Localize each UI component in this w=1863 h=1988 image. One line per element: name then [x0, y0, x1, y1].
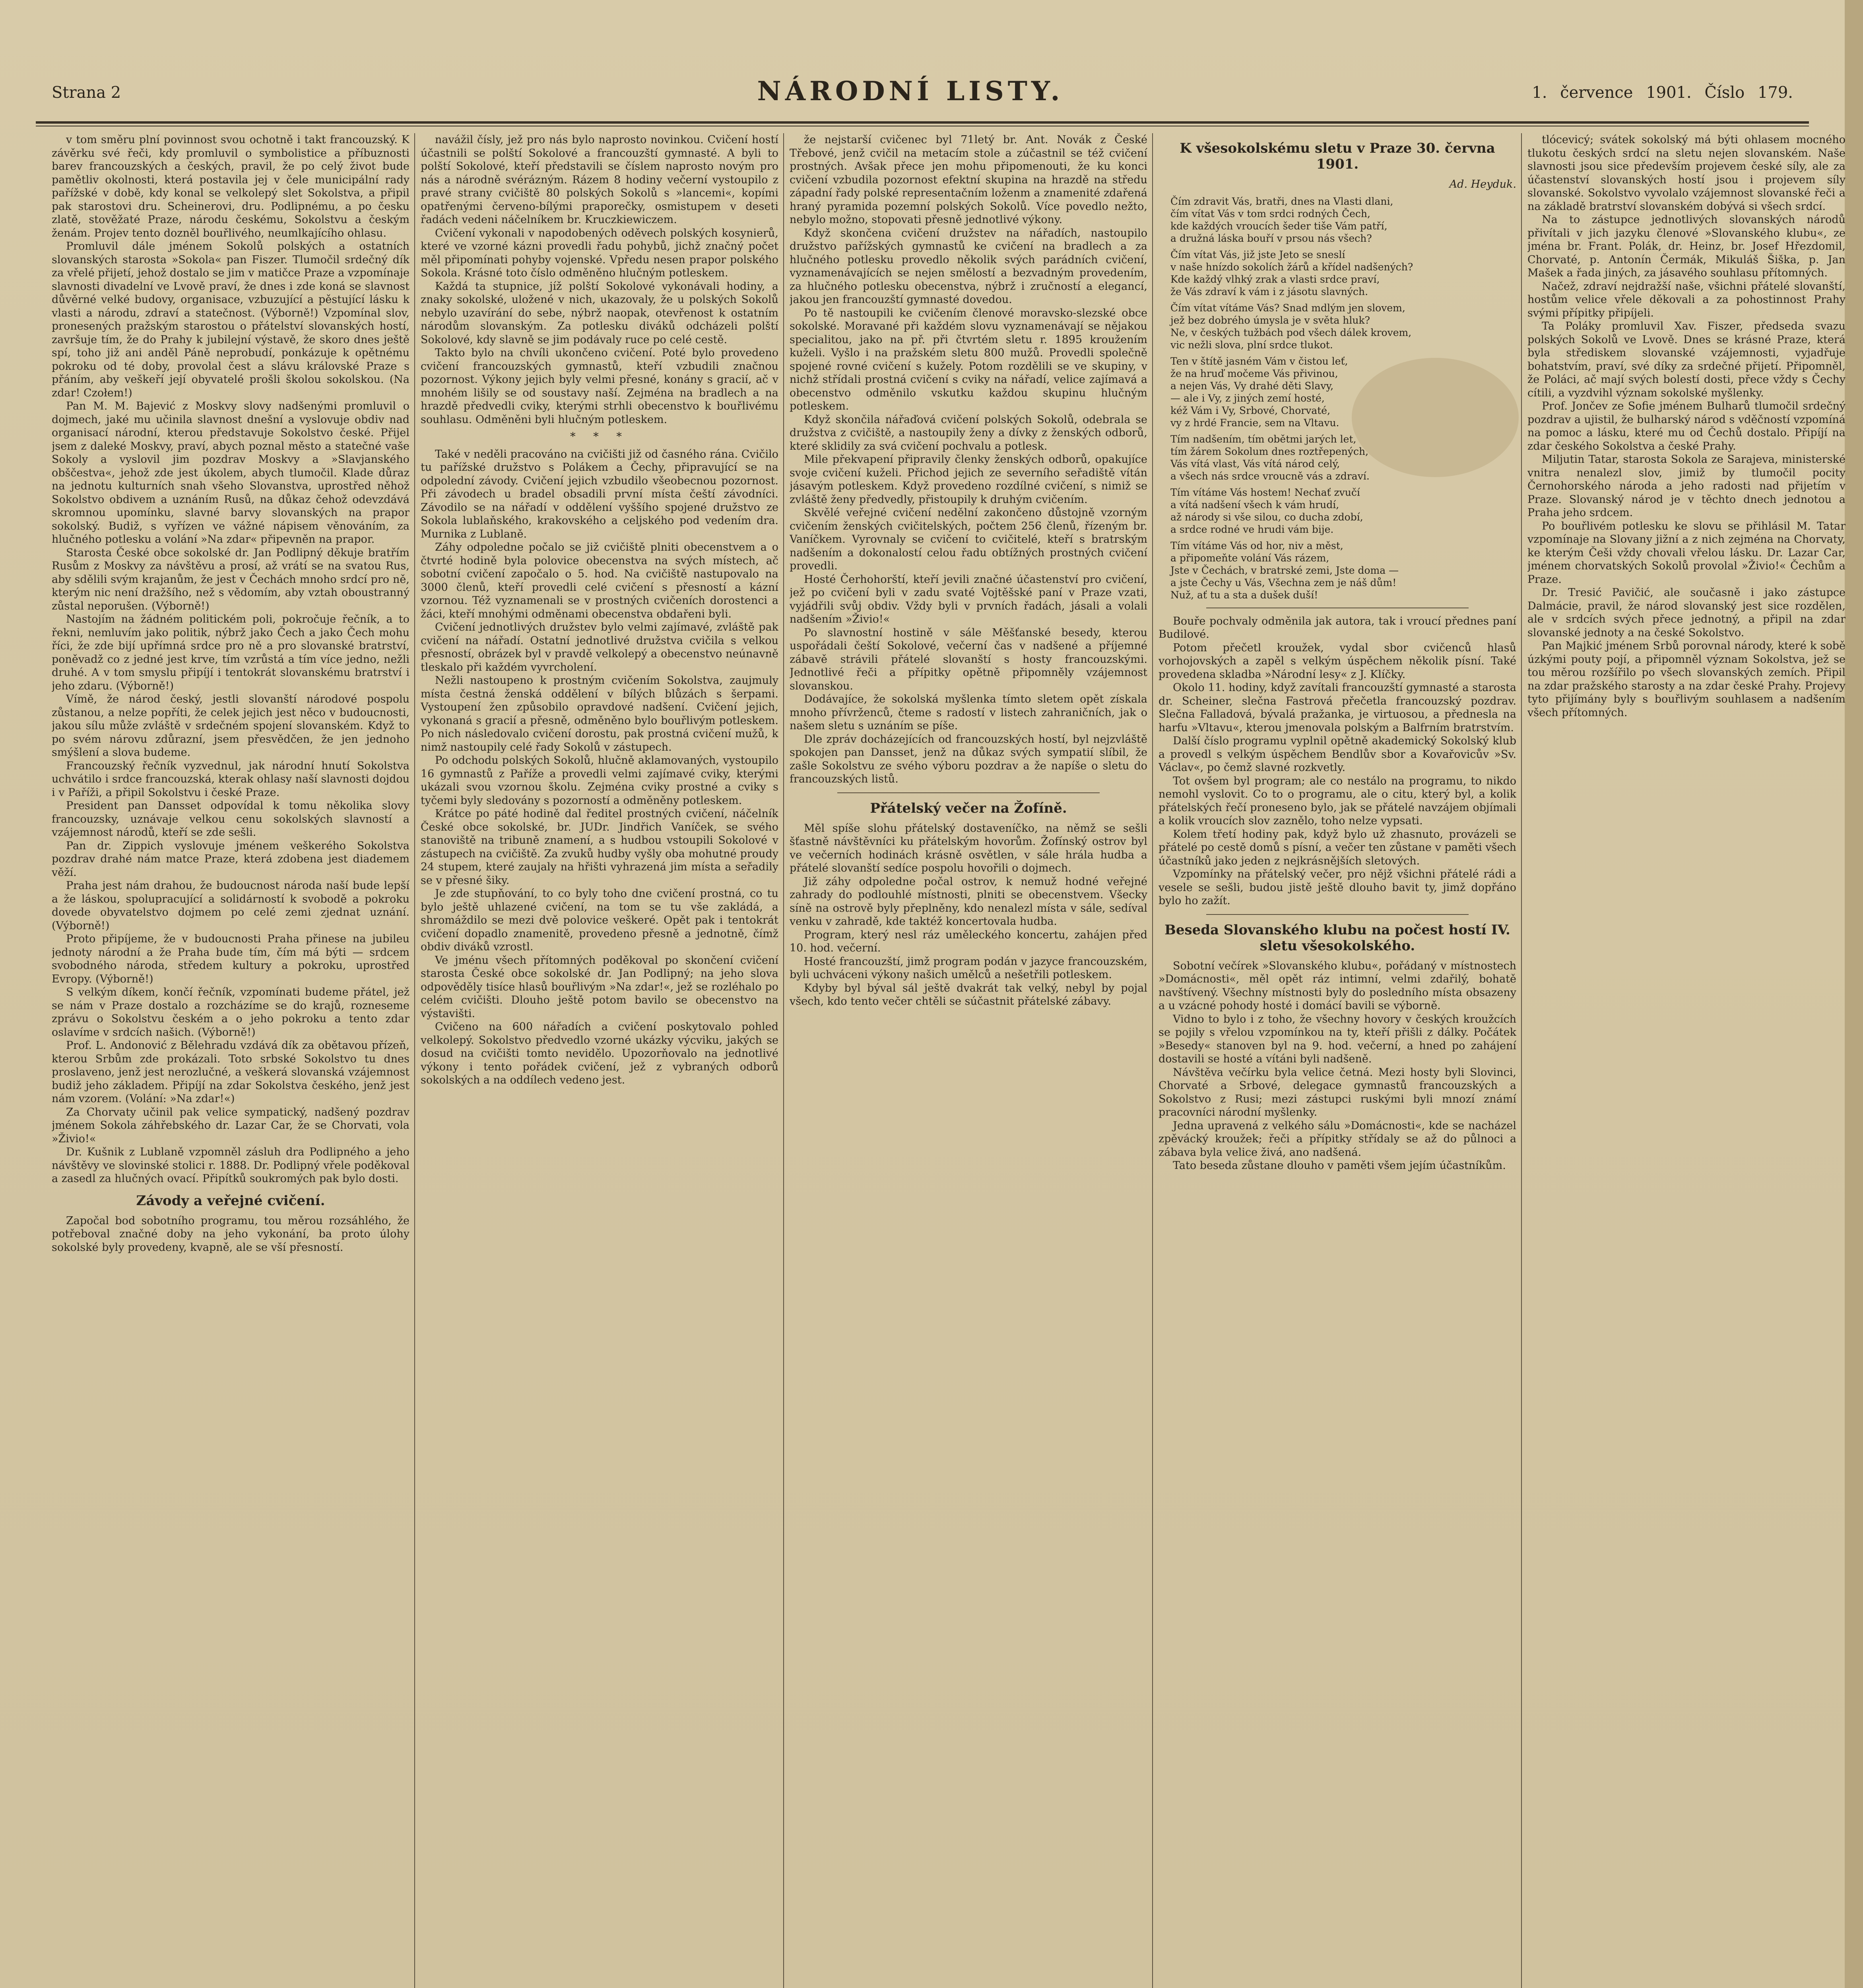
article-paragraph: S velkým díkem, končí řečník, vzpomínati budeme přátel, jež se nám v Praze dostalo a rozcházíme se do krajů, rozneseme zprávu o Sokolstvu českém a o jeho pokroku a tento zdar oslavíme v srdcích našich. (Výborně!): [52, 986, 409, 1039]
article-paragraph: Krátce po páté hodině dal ředitel prostných cvičení, náčelník České obce sokolské, br. JUDr. Jindřich Vaníček, se svého stanoviště na tribuně znamení, a s hudbou vstoupili Sokolové v zástupech na cvičiště. Za zvuků hudby vyšly oba mohutné proudy 24 stupem, které zaujaly na hřišti vyhrazená jim místa a seřadily se v přesné šiky.: [421, 808, 778, 887]
article-paragraph: Vidno to bylo i z toho, že všechny hovory v českých kroužcích se pojily s vřelou vzpomínkou na ty, kteří přišli z dálky. Počátek »Besedy« stanoven byl na 9. hod. večerní, a hned po zahájení dostavili se hosté a vítáni byli nadšeně.: [1159, 1013, 1516, 1065]
column-rule: [1521, 133, 1522, 1988]
section-stars: * * *: [570, 431, 629, 443]
article-paragraph: Pan Majkić jménem Srbů porovnal národy, které k sobě úzkými pouty pojí, a připomněl význam Sokolstva, jež se tou měrou rozšířilo po všech slovanských zemích. Připil na zdar pražského starosty a na zdar české Prahy. Projevy tyto přijímány byly s bouřlivým souhlasem a nadšením všech přítomných.: [1527, 640, 1846, 719]
article-paragraph: Vímě, že národ český, jestli slovanští národové pospolu zůstanou, a nelze popříti, že celek jejich jest něco v budoucnosti, jakou sílu může zvláště v srdečném spojení slovanském. Když to po svém nárovu zdůrazní, jsem přesvědčen, že jen jednoho smýšlení a slova budeme.: [52, 693, 409, 759]
poem-stanza: Tím vítáme Vás hostem! Nechať zvučí a vítá nadšení všech k vám hrudí, až národy si vše silou, co ducha zdobí, a srdce rodné ve hrudi vám bije.: [1170, 486, 1363, 535]
article-paragraph: Ta Poláky promluvil Xav. Fiszer, předseda svazu polských Sokolů ve Lvově. Dnes se krásné Praze, která byla střediskem slovanské vzájemnosti, vyjadřuje bohatstvím, praví, své díky za srdečné přijetí. Připomněl, že Poláci, ač mají svých bolestí dosti, přece vždy s Čechy cítili, a vyzdvihl význam sokolské myšlenky.: [1527, 320, 1846, 399]
article-paragraph: Je zde stupňování, to co byly toho dne cvičení prostná, co tu bylo ještě uhlazené cvičení, na tom se tu vše zakládá, a shromáždilo se mezi dvě polovice veškeré. Opět pak i tentokrát cvičení dopadlo znamenitě, provedeno přesně a jednotně, čímž obdiv diváků vzrostl.: [421, 887, 778, 953]
article-paragraph: Promluvil dále jménem Sokolů polských a ostatních slovanských starosta »Sokola« pan Fiszer. Tlumočil srdečný dík za vřelé přijetí, jehož dostalo se jim v matičce Praze a vzpomínaje slavnosti divadelní ve Lvově praví, že dnes i zde koná se slavnost důvěrné velké budovy, organisace, vzbuzující a pěstující lásku k vlasti a národu, zdraví a statečnost. (Výborně!) Vzpomínal slov, pronesených pražským starostou o přátelství slovanských hostí, završuje tím, že do Prahy k jubilejní výstavě, že skoro dnes ještě spí, toho již ani anděl Páně neprobudí, ponkázuje k opětnému pokroku od té doby, provolal čest a slávu královské Praze s přáním, aby veškeří její obyvatelé prošli školou sokolskou. (Na zdar! Czołem!): [52, 240, 409, 399]
article-paragraph: Již záhy odpoledne počal ostrov, k nemuž hodné veřejné zahrady do podlouhlé místnosti, plniti se obecenstvem. Všecky síně na ostrově byly přeplněny, kdo nenalezl místa v sále, sedíval venku v zahradě, kde taktéž koncertovala hudba.: [790, 875, 1147, 928]
article-separator: [1206, 914, 1469, 915]
article-paragraph: Skvělé veřejné cvičení nedělní zakončeno důstojně vzorným cvičením ženských cvičitelských, počtem 256 členů, řízeným br. Vaníčkem. Vyrovnaly se cvičení to cvičitelé, kteří s bratrským nadšením a dokonalostí celou řadu obtížných prostných cvičení provedli.: [790, 507, 1147, 572]
column-1: [52, 133, 409, 1988]
column-4: [1159, 133, 1516, 1988]
article-paragraph: Po odchodu polských Sokolů, hlučně aklamovaných, vystoupilo 16 gymnastů z Paříže a provedli velmi zajímavé cviky, kterými ukázali svou vzornou školu. Zejména cviky prostné a cviky s tyčemi byly sledovány s pozorností a odměněny potleskem.: [421, 754, 778, 807]
article-paragraph: Když skončila nářaďová cvičení polských Sokolů, odebrala se družstva z cvičiště, a nastoupily ženy a dívky z ženských odborů, které sklidily za svá cvičení pochvalu a potlesk.: [790, 413, 1147, 452]
column-5: [1527, 133, 1846, 1988]
column-1-body: [52, 133, 409, 1186]
article-paragraph: Dodávajíce, že sokolská myšlenka tímto sletem opět získala mnoho přívrženců, čteme s radostí v listech zahraničních, jak o našem sletu s uznáním se píše.: [790, 693, 1147, 732]
column-3: [790, 133, 1147, 1988]
poem-stanzas: [1159, 195, 1516, 601]
article-paragraph: Proto připíjeme, že v budoucnosti Praha přinese na jubileu jednoty národní a že Praha bude tím, čím má býti — srdcem svobodného národa, středem kultury a pokroku, uprostřed Evropy. (Výborně!): [52, 933, 409, 985]
article-paragraph: Další číslo programu vyplnil opětně akademický Sokolský klub a provedl s velkým úspěchem Bendlův sbor a Kovařovicův »Sv. Václav«, po čemž slavné rozkvetly.: [1159, 735, 1516, 774]
article-paragraph: Starosta České obce sokolské dr. Jan Podlipný děkuje bratřím Rusům z Moskvy za návštěvu a prosí, až vrátí se na svatou Rus, aby sdělili svým krajanům, že jest v Čechách mnoho srdcí pro ně, kterým nic není dražšího, než s vědomím, aby vztah oboustranný zůstal neporušen. (Výborně!): [52, 546, 409, 612]
article-paragraph: Měl spíše slohu přátelský dostaveníčko, na němž se sešli šťastně návštěvníci ku přátelským hovorům. Žofínský ostrov byl ve večerních hodinách krásně osvětlen, v sále hrála hudba a přátelé slovanští sedíce pospolu hovořili o dojmech.: [790, 822, 1147, 874]
article-paragraph: navážil čísly, jež pro nás bylo naprosto novinkou. Cvičení hostí účastnili se polští Sokolové a francouzští gymnasté. A byli to polští Sokolové, kteří představili se číslem naprosto novým pro nás a národně svérázným. Rázem 8 hodiny večerní vystoupilo z pravé strany cvičiště 80 polských Sokolů s »lancemi«, kopími opatřenými červeno-bílými praporečky, osmistupem v deseti řadách vedeni náčelníkem br. Kruczkiewiczem.: [421, 134, 778, 226]
column-rule: [1152, 133, 1153, 1988]
poem-stanza: Ten v štítě jasném Vám v čistou leť, že na hruď močeme Vás přivinou, a nejen Vás, Vy drahé děti Slavy, — ale i Vy, z jiných zemí hosté, kéž Vám i Vy, Srbové, Chorvaté, vy z hrdé Francie, sem na Vltavu.: [1170, 355, 1348, 429]
article-paragraph: Dr. Kušnik z Lublaně vzpomněl zásluh dra Podlipného a jeho návštěvy ve slovinské stolici r. 1888. Dr. Podlipný vřele poděkoval a zasedl za hlučných ovací. Připítků soukromých pak bylo dosti.: [52, 1146, 409, 1185]
column-rule: [783, 133, 784, 1988]
article-paragraph: Takto bylo na chvíli ukončeno cvičení. Poté bylo provedeno cvičení francouzských gymnastů, kteří vzbudili značnou pozornost. Výkony jejich byly velmi přesné, konány s gracií, ač v mnohém lišily se od soustavy naší. Zejména na bradlech a na hrazdě předvedli cviky, kterými strhli obecenstvo k bouřlivému souhlasu. Odměněni byli hlučným potleskem.: [421, 347, 778, 426]
masthead: [36, 76, 1809, 119]
article-paragraph: Načež, zdraví nejdražší naše, všichni přátelé slovanští, hostům velice vřele děkovali a za pohostinnost Prahy svými přípitky připíjeli.: [1527, 280, 1846, 319]
article-beseda: [1159, 959, 1516, 1173]
article-paragraph: Dle zpráv docházejících od francouzských hostí, byl nejzvláště spokojen pan Dansset, jenž na důkaz svých sympatií slíbil, že zašle Sokolstvu ze svého výboru pozdrav a že napíše o sletu do francouzských listů.: [790, 733, 1147, 785]
article-paragraph: Francouzský řečník vyzvednul, jak národní hnutí Sokolstva uchvátilo i srdce francouzská, kterak ohlasy naší slavnosti dojdou i v Paříži, a připil Sokolstvu i české Praze.: [52, 759, 409, 799]
article-paragraph: Po bouřlivém potlesku ke slovu se přihlásil M. Tatar vzpomínaje na Slovany jižní a z nich zejména na Chorvaty, ke kterým Češi vždy chovali vřelou lásku. Dr. Lazar Car, jménem chorvatských Sokolů provolal »Živio!« Čechům a Praze.: [1527, 520, 1846, 586]
article-paragraph: Mile překvapení připravily členky ženských odborů, opakujíce svoje cvičení kuželi. Přichod jejich ze severního seřadiště vítán jásavým potleskem. Když provedeno rozdílné cvičení, s nimiž se zvláště ženy předvedly, přistoupily k druhým cvičením.: [790, 453, 1147, 506]
article-paragraph: Pan M. M. Bajević z Moskvy slovy nadšenými promluvil o dojmech, jaké mu učinila slavnost dnešní a vyslovuje obdiv nad organisací národní, kterou představuje Sokolstvo české. Přijel jsem z daleké Moskvy, praví, abych poznal město a statečné vaše Sokoly a vyslovil jim pozdrav Moskvy a »Slavjanského obščestva«, jehož zde jest úkolem, abych tlumočil. Klade důraz na jednotu kulturních snah všeho Slovanstva, uprostřed něhož Sokolstvo obdivem a uznáním Rusů, na důkaz čehož odevzdává skromnou upomínku, slavné barvy slovanských na prapor sokolský. Budiž, s vyřízen ve vážné nápisem věnováním, za hlučného potlesku a volání »Na zdar« připevněn na prapor.: [52, 400, 409, 546]
poem-author: Ad. Heyduk.: [1449, 178, 1516, 190]
article-paragraph: Pan dr. Zippich vyslovuje jménem veškerého Sokolstva pozdrav drahé nám matce Praze, která zdobena jest diademem věží.: [52, 839, 409, 879]
issue-number: Číslo 179.: [1704, 83, 1793, 102]
article-paragraph: Tato beseda zůstane dlouho v paměti všem jejím účastníkům.: [1173, 1159, 1506, 1172]
article-paragraph: Na to zástupce jednotlivých slovanských národů přivítali v jich jazyku členové »Slovanského klubu«, ze jména br. Frant. Polák, dr. Heinz, br. Josef Hřezdomil, Chorvaté, p. Antonín Čermák, Mikuláš Šiška, p. Jan Mašek a řada jiných, za jásavého souhlasu přítomných.: [1527, 214, 1846, 279]
issue-date: 1. července 1901.: [1532, 83, 1692, 102]
article-paragraph: Cvičeno na 600 nářadích a cvičení poskytovalo pohled velkolepý. Sokolstvo předvedlo vzorné ukázky výcviku, jakých se dosud na cvičišti tomto nevidělo. Upozorňovalo na jednotlivé výkony i tento pořádek cvičení, jež z vybraných odborů sokolských a na oddílech vedeno jest.: [421, 1021, 778, 1086]
masthead-rule: [36, 121, 1809, 124]
poem-stanza: Čím vítat Vás, již jste Jeto se sneslí v naše hnízdo sokolích žárů a křídel nadšených? Kde každý vlhký zrak a vlasti srdce praví, že Vás zdraví k vám i z jásotu slavných.: [1170, 248, 1413, 297]
newspaper-title: NÁRODNÍ LISTY.: [757, 76, 1064, 107]
heading-zavody: Závody a veřejné cvičení.: [136, 1192, 325, 1209]
article-paragraph: Prof. Jončev ze Sofie jménem Bulharů tlumočil srdečný pozdrav a ujistil, že bulharský národ s vděčností vzpomíná na pomoc a lásku, které mu od Čechů dostalo. Připíjí na zdar českého Sokolstva a české Prahy.: [1527, 400, 1846, 452]
column-2: [421, 133, 778, 1988]
article-paragraph: Miljutin Tatar, starosta Sokola ze Sarajeva, ministerské vnitra nenalezl slov, jimiž by tlumočil pocity Černohorského národa a jeho radosti nad přijetím v Praze. Slovanský národ je v těchto dnech jednotou a Praha jeho srdcem.: [1527, 453, 1846, 519]
heading-beseda: Beseda Slovanského klubu na počest hostí IV. sletu všesokolského.: [1164, 922, 1510, 954]
article-paragraph: Prof. L. Andonović z Bělehradu vzdává dík za obětavou přízeň, kterou Srbům zde prokázali. Toto srbské Sokolstvo tu dnes proslaveno, jenž jest nerozlučné, a veškerá slovanská vzájemnost budiž jeho základem. Připíjí na zdar Sokolstva českého, jenž jest nám vzorem. (Volání: »Na zdar!«): [52, 1039, 409, 1105]
article-paragraph: Program, který nesl ráz uměleckého koncertu, zahájen před 10. hod. večerní.: [790, 928, 1147, 954]
article-paragraph: Po tě nastoupili ke cvičením členové moravsko-slezské obce sokolské. Moravané při každém slovu vyznamenávají se nějakou specialitou, jako na př. při čtvrtém sletu r. 1895 kroužením kuželi. Vyšlo i na pražském sletu 800 mužů. Provedli společně spojené rovné cvičení s kužely. Potom rozdělili se ve skupiny, v nichž střídali prostná cvičení s cviky na nářadí, velice zajímavá a obecenstvo odměnilo vskutku každou skupinu hlučným potleskem.: [790, 307, 1147, 412]
article-paragraph: Kolem třetí hodiny pak, když bylo už zhasnuto, provázeli se přátelé po cestě domů s písní, a večer ten zůstane v paměti všech účastníků jako jeden z nejkrásnějších sletových.: [1159, 828, 1516, 867]
article-paragraph: Když skončena cvičení družstev na nářadích, nastoupilo družstvo pařížských gymnastů ke cvičení na bradlech a za hlučného potlesku provedlo několik svých parádních cvičení, vyznamenávajících se nejen smělostí a bezvadným provedením, za hlučného potlesku obecenstva, nýbrž i zručností a elegancí, jakou jen francouzští gymnasté dovedou.: [790, 227, 1147, 306]
article-paragraph: Dr. Tresić Pavičić, ale současně i jako zástupce Dalmácie, pravil, že národ slovanský jest sice rozdělen, ale v srdcích svých přece jednotný, a připil na zdar slovanské jednoty a na české Sokolstvo.: [1527, 586, 1846, 639]
article-paragraph: Praha jest nám drahou, že budoucnost národa naší bude lepší a že láskou, spolupracující a solidárností k svobodě a pokroku dovede obyvatelstvo dojmem po celé zemi zjednat uznání. (Výborně!): [52, 879, 409, 932]
poem-stanza: Tím nadšením, tím obětmi jarých let, tím žárem Sokolum dnes roztřepených, Vás vítá vlast, Vás vítá národ celý, a všech nás srdce vroucně vás a zdraví.: [1170, 433, 1370, 482]
article-paragraph: Kdyby byl býval sál ještě dvakrát tak velký, nebyl by pojal všech, kdo tento večer chtěli se súčastnit přátelské zábavy.: [790, 982, 1147, 1008]
column-5-body: [1527, 133, 1846, 719]
article-paragraph: Započal bod sobotního programu, tou měrou rozsáhlého, že potřeboval značné doby na jeho vykonání, ba proto úlohy sokolské byly provedeny, kvapně, ale se vší přesností.: [52, 1214, 409, 1254]
article-paragraph: Jedna upravená z velkého sálu »Domácnosti«, kde se nacházel zpěvácký kroužek; řeči a přípitky střídaly se až do půlnoci a zábava byla velice živá, ano nadšená.: [1159, 1119, 1516, 1159]
poem-stanza: Tím vítáme Vás od hor, niv a měst, a připomeňte volání Vás rázem, Jste v Čechách, v bratrské zemi, Jste doma — a jste Čechy u Vás, Všechna zem je náš dům! Nuž, ať tu a sta a dušek duší!: [1170, 540, 1399, 601]
article-separator: [837, 792, 1100, 793]
article-paragraph: tlócevicý; svátek sokolský má býti ohlasem mocného tlukotu českých srdcí na sletu nejen slovanském. Naše slavnosti jsou sice především projevem české síly, ale za účastenství slovanských hostí jsou i projevem síly slovanské. Sokolstvo vyvolalo vzájemnost slovanské řeči a na základě bratrství slovanském dobývá si všech srdcí.: [1527, 134, 1846, 213]
article-pratelsky-vecer: [790, 822, 1147, 1008]
article-paragraph: že nejstarší cvičenec byl 71letý br. Ant. Novák z České Třebové, jenž cvičil na metacím stole a zúčastnil se též cvičení prostných. Avšak přece jen mohu připomenouti, že ku konci cvičení vzbudila pozornost efektní skupina na hrazdě na středu západní řady polské representačním loženm a znamenité zdařená hraný pyramida pozemní polských Sokolů. Více povedlo nežto, nebylo možno, stopovati přesně jednotlivé výkony.: [790, 134, 1147, 226]
article-paragraph: Nežli nastoupeno k prostným cvičením Sokolstva, zaujmuly místa čestná ženská oddělení v bílých blůzách s šerpami. Vystoupení žen způsobilo opravdové nadšení. Cvičení jejich, vykonaná s gracií a přesně, odměněno bylo bouřlivým potleskem. Po nich následovalo cvičení dorostu, pak prostná cvičení mužů, k nimž nastoupily celé řady Sokolů v zástupech.: [421, 674, 778, 753]
poem-stanza: Čím zdravit Vás, bratři, dnes na Vlasti dlani, čím vítat Vás v tom srdci rodných Čech, kde každých vroucích šeder tiše Vám patří, a družná láska bouří v prsou nás všech?: [1170, 195, 1393, 244]
article-paragraph: Sobotní večírek »Slovanského klubu«, pořádaný v místnostech »Domácnosti«, měl opět ráz intimní, velmi zdařilý, bohatě navštívený. Všechny místnosti byly do posledního místa obsazeny a u vzácné pohody hosté i domácí bavili se výborně.: [1159, 959, 1516, 1012]
poem-title: K všesokolskému sletu v Praze 30. června 1901.: [1180, 140, 1495, 172]
article-paragraph: Vzpomínky na přátelský večer, pro nějž všichni přátelé rádi a vesele se sešli, budou jistě ještě dlouho bavit ty, jimž dopřáno bylo ho zažít.: [1159, 868, 1516, 907]
article-paragraph: v tom směru plní povinnost svou ochotně i takt francouzský. K závěrku své řeči, kdy promluvil o symbolistice a příbuznosti barev francouzských a českých, pravil, že po celý život bude pamětliv okolnosti, která postavila jej v čele municipální rady pařížské v době, kdy konal se velkolepý slet Sokolstva, a připil pak starostovi dru. Scheinerovi, dru. Podlipnému, a po česku zlatě, stověžaté Praze, národu českému, Sokolstvu a českým ženám. Projev tento dozněl bouřlivého, neumlkajícího ohlasu.: [52, 134, 409, 239]
article-paragraph: Okolo 11. hodiny, když zavítali francouzští gymnasté a starosta dr. Scheiner, slečna Fastrová přečetla francouzský pozdrav. Slečna Falladová, bývalá pražanka, je virtuosou, a přednesla na harfu »Vltavu«, kterou jmenovala polským a Balfrním bratrstvím.: [1159, 681, 1516, 734]
article-paragraph: Hosté Čerhohorští, kteří jevili značné účastenství pro cvičení, jež po cvičení byli v zadu svaté Vojtěšské paní v Praze vzati, vyjádřili svůj obdiv. Vždy byli v prvních řadách, jásali a volali nadšením »Živio!«: [790, 573, 1147, 625]
poem-stanza: Čím vítat vítáme Vás? Snad mdlým jen slovem, jež bez dobrého úmysla je v světa hluk? Ne, v českých tužbách pod všech dálek krovem, vic nežli slova, plní srdce tlukot.: [1170, 302, 1412, 351]
article-paragraph: Tot ovšem byl program; ale co nestálo na programu, to nikdo nemohl vyslovit. Co to o programu, ale o citu, který byl, a kolik přátelských řečí proneseno bylo, jak se přátelé navzájem objímali a kolik vroucích slov zaznělo, toho nelze vypsati.: [1159, 775, 1516, 827]
article-paragraph: Za Chorvaty učinil pak velice sympatický, nadšený pozdrav jménem Sokola záhřebského dr. Lazar Car, že se Chorvati, vola »Živio!«: [52, 1106, 409, 1145]
page-edge: [1845, 0, 1863, 1988]
article-paragraph: Cvičení vykonali v napodobených oděvech polských kosynierů, které ve vzorné kázni provedli řadu pohybů, jichž značný počet měl připomínati pohyby vojenské. Vpředu nesen prapor polského Sokola. Krásné toto číslo odměněno hlučným potleskem.: [421, 227, 778, 279]
column-3-body: [790, 133, 1147, 786]
column-2-body-continued: [421, 448, 778, 1087]
article-paragraph: Bouře pochvaly odměnila jak autora, tak i vroucí přednes paní Budilové.: [1159, 615, 1516, 641]
article-paragraph: President pan Dansset odpovídal k tomu několika slovy francouzsky, uznávaje velkou cenu sokolských slavností a vzájemnost národů, kteří se zde sešli.: [52, 800, 409, 839]
column-4-body: [1159, 615, 1516, 908]
column-rule: [414, 133, 415, 1988]
article-paragraph: Cvičení jednotlivých družstev bylo velmi zajímavé, zvláště pak cvičení na nářadí. Ostatní jednotlivé družstva cvičila s velkou přesností, obrázek byl v pravdě velkolepý a obecenstvo neúnavně tleskalo při každém vyvrcholení.: [421, 621, 778, 674]
heading-pratelsky-vecer: Přátelský večer na Žofíně.: [870, 800, 1067, 816]
column-2-body: [421, 133, 778, 426]
article-paragraph: Potom přečetl kroužek, vydal sbor cvičenců hlasů vorhojovských a zapěl s velkým úspěchem několik písní. Také provedena skladba »Národní lesy« z J. Klíčky.: [1159, 641, 1516, 681]
article-paragraph: Také v neděli pracováno na cvičišti již od časného rána. Cvičilo tu pařížské družstvo s Polákem a Čechy, připravující se na odpolední závody. Cvičení jejich vzbudilo všeobecnou pozornost. Při závodech u bradel obsadili první místa čeští závodníci. Závodilo se na nářadí v oddělení vyššího spojené družstvo ze Sokola lublaňského, krakovského a celjského pod vedením dra. Murnika z Lublaně.: [421, 448, 778, 540]
article-paragraph: Ve jménu všech přítomných poděkoval po skončení cvičení starosta České obce sokolské dr. Jan Podlipný; na jeho slova odpověděly tisíce hlasů bouřlivým »Na zdar!«, jež se rozléhalo po celém cvičišti. Dlouho ještě potom bavilo se obecenstvo na výstavišti.: [421, 954, 778, 1020]
article-paragraph: Nastojím na žádném politickém poli, pokročuje řečník, a to řekni, nemluvím jako politik, nýbrž jako Čech a jako Čech mohu říci, že zde bijí upřímná srdce pro ně a pro slovanské bratrství, poněvadž co z jedné jest krve, tím vzrůstá a tím více jedno, nežli druhé. A v tom smyslu připíjí i tentokrát slovanskému bratrství i jeho zdaru. (Výborně!): [52, 613, 409, 692]
page-number: Strana 2: [52, 83, 121, 102]
article-paragraph: Po slavnostní hostině v sále Měšťanské besedy, kterou uspořádali čeští Sokolové, večerní čas v nadšené a příjemné zábavě strávili přátelé slovanští s hosty francouzskými. Jednotlivé řeči a přípitky opětně připomněly vzájemnost slovanskou.: [790, 626, 1147, 692]
issue-info: [1532, 83, 1793, 102]
article-paragraph: Hosté francouzští, jimž program podán v jazyce francouzském, byli uchváceni výkony našich umělců a nešetřili potleskem.: [790, 955, 1147, 981]
article-paragraph: Návštěva večírku byla velice četná. Mezi hosty byli Slovinci, Chorvaté a Srbové, delegace gymnastů francouzských a Sokolstvo z Rusi; mezi zástupci ruskými byli mnozí známí pracovníci národní myšlenky.: [1159, 1066, 1516, 1118]
article-paragraph: Záhy odpoledne počalo se již cvičiště plniti obecenstvem a o čtvrté hodině byla polovice obecenstva na svých místech, ač sobotní cvičení započalo o 5. hod. Na cvičiště nastupovalo na 3000 členů, kteří provedli celé cvičení s přesností a kázní vzornou. Též vyznamenali se v prostných cvičeních dorostenci a žáci, kteří mnohými odměnami obecenstva obdařeni byli.: [421, 541, 778, 620]
article-paragraph: Každá ta stupnice, jíž polští Sokolové vykonávali hodiny, a znaky sokolské, uložené v nich, ukazovaly, že u polských Sokolů nebylo uzavírání do sebe, nýbrž naopak, otevřenost k ostatním národům slovanským. Za potlesku diváků odcházeli polští Sokolové, kdy slavně se jim podávaly ruce po celé cestě.: [421, 280, 778, 346]
